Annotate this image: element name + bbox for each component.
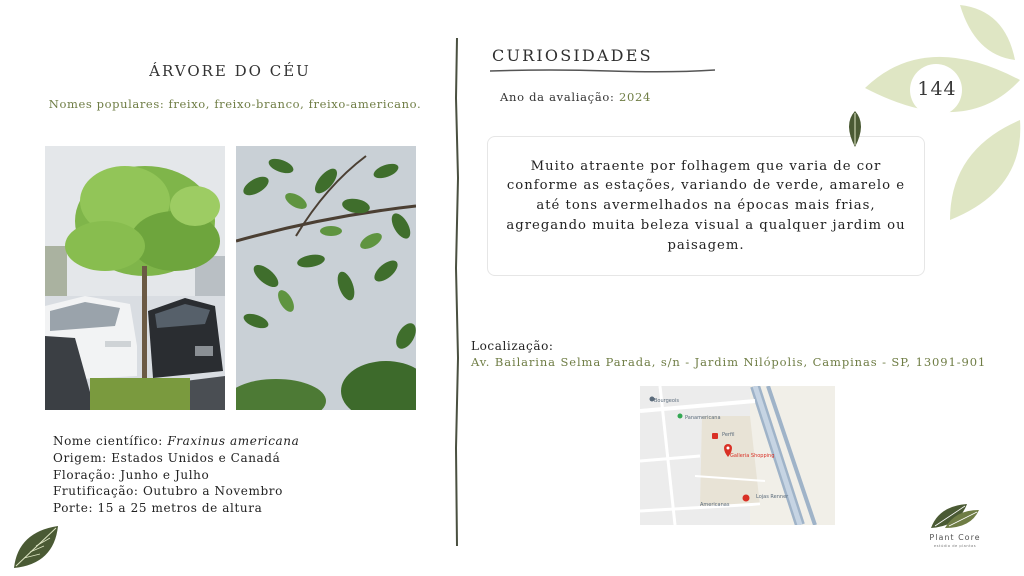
origin-row: Origem: Estados Unidos e Canadá [53, 450, 281, 465]
decorative-leaves [855, 0, 1024, 230]
store-icon [712, 433, 718, 439]
section-title: CURIOSIDADES [492, 46, 653, 65]
scientific-name-row [53, 433, 299, 450]
brand-logo [921, 502, 997, 552]
tree-photo-leaves [236, 146, 416, 410]
map-label-5: Lojas Renner [756, 494, 789, 500]
popular-names: Nomes populares: freixo, freixo-branco, freixo-americano. [48, 97, 422, 111]
location-map[interactable] [640, 386, 835, 525]
park-icon [678, 414, 683, 419]
title-underline [490, 68, 715, 74]
leaf-icon [843, 109, 867, 149]
page-number: 144 [917, 78, 957, 100]
flowering-row: Floração: Junho e Julho [53, 467, 210, 482]
tree-title: ÁRVORE DO CÉU [149, 62, 311, 80]
year-value: 2024 [618, 90, 652, 104]
scientific-name-value: Fraxinus americana [167, 434, 300, 448]
map-label-2: Panamericana [685, 415, 721, 421]
fruiting-row: Frutificação: Outubro a Novembro [53, 484, 283, 499]
brand-tagline: estúdio de plantas [933, 544, 977, 548]
brand-name: Plant Core [929, 533, 981, 542]
tree-photo-parking [45, 146, 225, 410]
location-address: Av. Bailarina Selma Parada, s/n - Jardim Nilópolis, Campinas - SP, 13091-901 [471, 355, 987, 369]
plant-core-logo-icon [929, 502, 981, 532]
map-label-3: Perfil [722, 432, 735, 438]
map-label-4: Galleria Shopping [730, 453, 775, 459]
place-dot-icon [650, 397, 655, 402]
store-pin-icon [743, 495, 750, 502]
location-label: Localização: [471, 339, 554, 353]
vertical-divider [452, 38, 462, 546]
year-label: Ano da avaliação: [500, 90, 619, 104]
scientific-name-label: Nome científico: [53, 434, 168, 448]
tree-facts [53, 433, 299, 517]
evaluation-year [500, 90, 651, 104]
description-text: Muito atraente por folhagem que varia de cor conforme as estações, variando de verde, amarelo e até tons avermelhados na épocas mais frias, agregando muita beleza visual a qualquer jardim ou paisagem. [506, 158, 906, 253]
map-label-6: Americanas [700, 502, 730, 508]
size-row: Porte: 15 a 25 metros de altura [53, 501, 263, 516]
corner-leaf-icon [10, 524, 60, 570]
map-label-1: Bourgeois [654, 398, 679, 404]
